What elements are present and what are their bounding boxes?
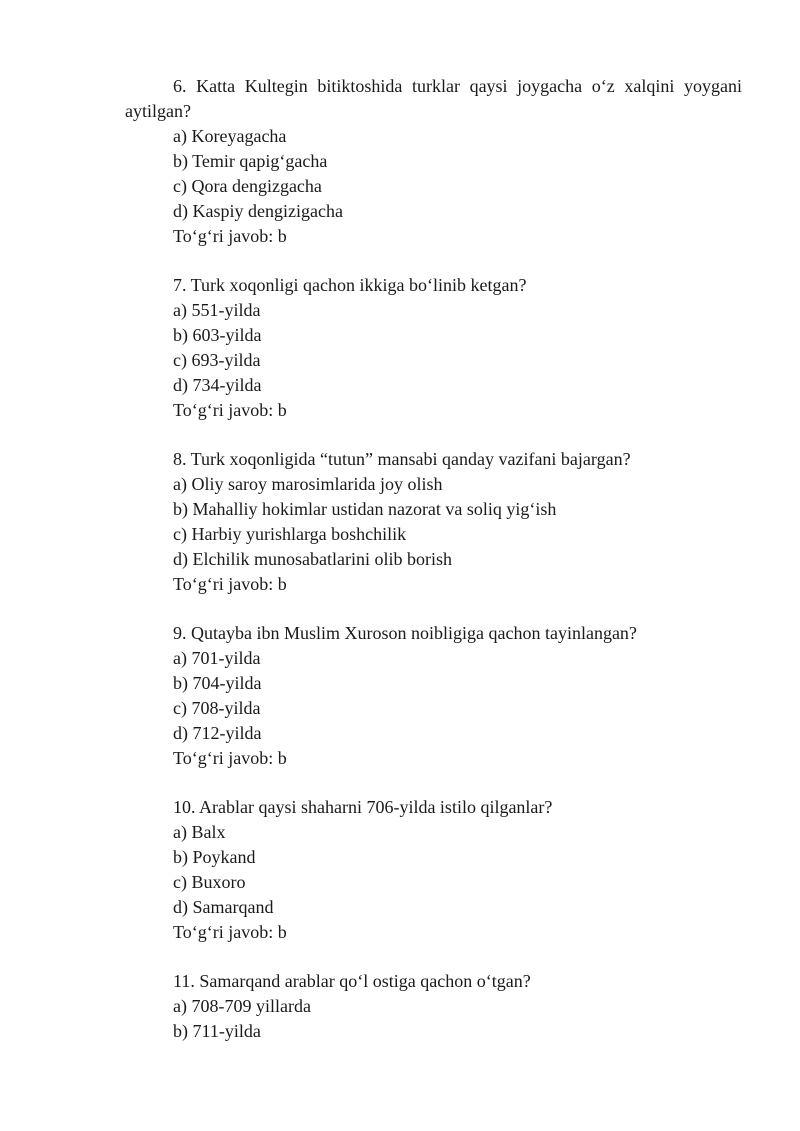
option-a: a) Balx [173, 822, 226, 842]
question-9 [125, 621, 742, 771]
option-c: c) Harbiy yurishlarga boshchilik [173, 524, 407, 544]
question-10 [125, 795, 742, 945]
option-a: a) 708-709 yillarda [173, 996, 311, 1016]
question-6 [125, 74, 742, 249]
option-b: b) 704-yilda [173, 673, 262, 693]
correct-answer: To‘g‘ri javob: b [173, 400, 287, 420]
option-b: b) Temir qapig‘gacha [173, 151, 328, 171]
option-c: c) Qora dengizgacha [173, 176, 322, 196]
option-d: d) Elchilik munosabatlarini olib borish [173, 549, 452, 569]
option-d: d) 712-yilda [173, 723, 262, 743]
option-d: d) Samarqand [173, 897, 274, 917]
option-c: c) 708-yilda [173, 698, 261, 718]
option-a: a) Oliy saroy marosimlarida joy olish [173, 474, 443, 494]
correct-answer: To‘g‘ri javob: b [173, 226, 287, 246]
correct-answer: To‘g‘ri javob: b [173, 748, 287, 768]
option-b: b) 711-yilda [173, 1021, 261, 1041]
option-d: d) 734-yilda [173, 375, 262, 395]
option-a: a) 551-yilda [173, 300, 261, 320]
question-text: 9. Qutayba ibn Muslim Xuroson noibligiga qachon tayinlangan? [173, 623, 637, 643]
option-b: b) Mahalliy hokimlar ustidan nazorat va soliq yig‘ish [173, 499, 557, 519]
question-7 [125, 273, 742, 423]
option-a: a) 701-yilda [173, 648, 261, 668]
option-a: a) Koreyagacha [173, 126, 287, 146]
question-text: 7. Turk xoqonligi qachon ikkiga bo‘linib ketgan? [173, 275, 527, 295]
correct-answer: To‘g‘ri javob: b [173, 574, 287, 594]
correct-answer: To‘g‘ri javob: b [173, 922, 287, 942]
question-text: 8. Turk xoqonligida “tutun” mansabi qanday vazifani bajargan? [173, 449, 631, 469]
option-b: b) Poykand [173, 847, 256, 867]
question-8 [125, 447, 742, 597]
question-text: 10. Arablar qaysi shaharni 706-yilda istilo qilganlar? [173, 797, 553, 817]
question-list [125, 74, 742, 1068]
option-d: d) Kaspiy dengizigacha [173, 201, 343, 221]
option-c: c) 693-yilda [173, 350, 261, 370]
question-text: 6. Katta Kultegin bitiktoshida turklar qaysi joygacha o‘z xalqini yoygani aytilgan? [125, 76, 742, 121]
question-text: 11. Samarqand arablar qo‘l ostiga qachon o‘tgan? [173, 971, 531, 991]
question-11 [125, 969, 742, 1044]
option-b: b) 603-yilda [173, 325, 262, 345]
option-c: c) Buxoro [173, 872, 246, 892]
